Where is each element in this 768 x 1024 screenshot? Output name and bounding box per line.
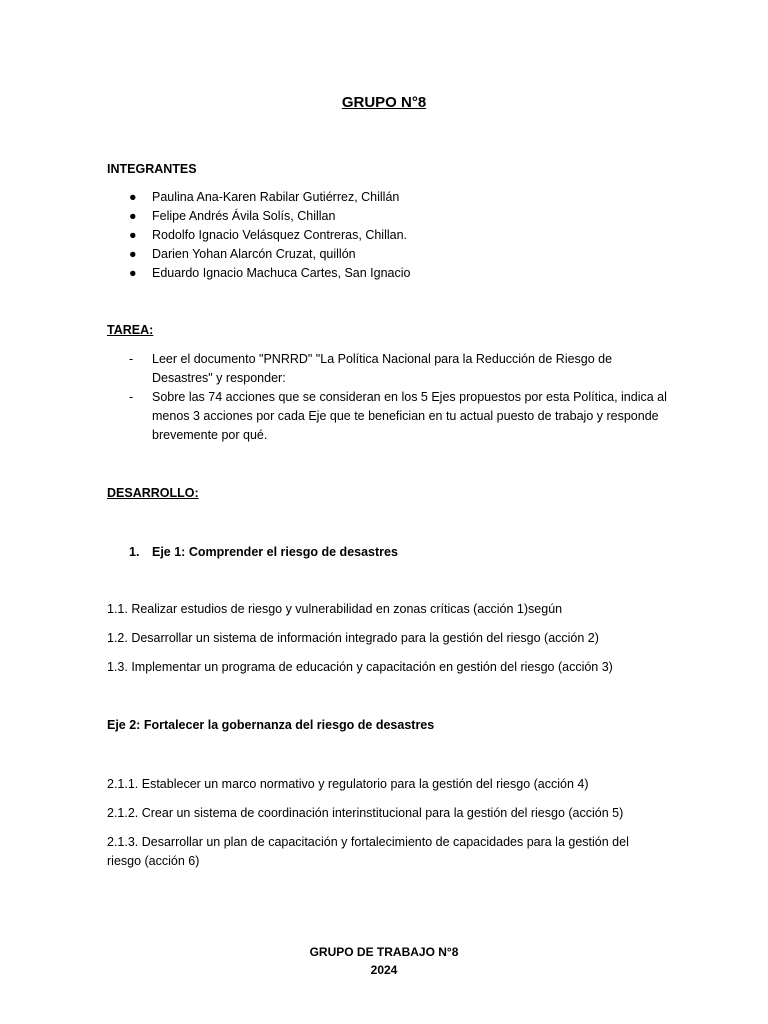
- tarea-heading: TAREA:: [107, 323, 154, 337]
- dash-icon: -: [129, 352, 134, 366]
- bullet-icon: ●: [129, 228, 137, 242]
- eje1-action: 1.1. Realizar estudios de riesgo y vulnerabilidad en zonas críticas (acción 1)según: [107, 602, 563, 616]
- integrantes-heading: INTEGRANTES: [107, 162, 197, 176]
- list-item: ● Darien Yohan Alarcón Cruzat, quillón: [107, 245, 677, 264]
- document-title: GRUPO N°8: [341, 94, 427, 111]
- eje2-heading: Eje 2: Fortalecer la gobernanza del riesgo de desastres: [107, 718, 435, 732]
- bullet-icon: ●: [129, 266, 137, 280]
- eje1-action: 1.2. Desarrollar un sistema de información integrado para la gestión del riesgo (acción 2): [107, 631, 599, 645]
- list-item: ● Paulina Ana-Karen Rabilar Gutiérrez, Chillán: [107, 188, 677, 207]
- eje2-action: 2.1.1. Establecer un marco normativo y regulatorio para la gestión del riesgo (acción 4): [107, 777, 589, 791]
- tarea-list: [107, 350, 667, 445]
- bullet-icon: ●: [129, 190, 137, 204]
- list-item: ● Rodolfo Ignacio Velásquez Contreras, Chillan.: [107, 226, 677, 245]
- members-list: [107, 188, 677, 283]
- eje1-action: 1.3. Implementar un programa de educación y capacitación en gestión del riesgo (acción 3): [107, 660, 613, 674]
- eje2-action: 2.1.3. Desarrollar un plan de capacitación y fortalecimiento de capacidades para la gestión del riesgo (acción 6): [107, 835, 629, 868]
- list-item: ● Felipe Andrés Ávila Solís, Chillan: [107, 207, 677, 226]
- eje1-heading: 1. Eje 1: Comprender el riesgo de desastres: [129, 545, 398, 559]
- list-item: ● Eduardo Ignacio Machuca Cartes, San Ignacio: [107, 264, 677, 283]
- desarrollo-heading: DESARROLLO:: [107, 486, 199, 500]
- footer-year: 2024: [370, 963, 398, 977]
- list-item: - Sobre las 74 acciones que se consideran en los 5 Ejes propuestos por esta Política, indica al menos 3 acciones por cada Eje que te benefician en tu actual puesto de trabajo y responde brevemente por qué.: [129, 390, 667, 442]
- bullet-icon: ●: [129, 209, 137, 223]
- footer-group: GRUPO DE TRABAJO N°8: [309, 945, 459, 959]
- dash-icon: -: [129, 390, 134, 404]
- bullet-icon: ●: [129, 247, 137, 261]
- list-item: - Leer el documento "PNRRD" "La Política Nacional para la Reducción de Riesgo de Desastres" y responder:: [129, 352, 613, 385]
- eje2-action: 2.1.2. Crear un sistema de coordinación interinstitucional para la gestión del riesgo (acción 5): [107, 806, 624, 820]
